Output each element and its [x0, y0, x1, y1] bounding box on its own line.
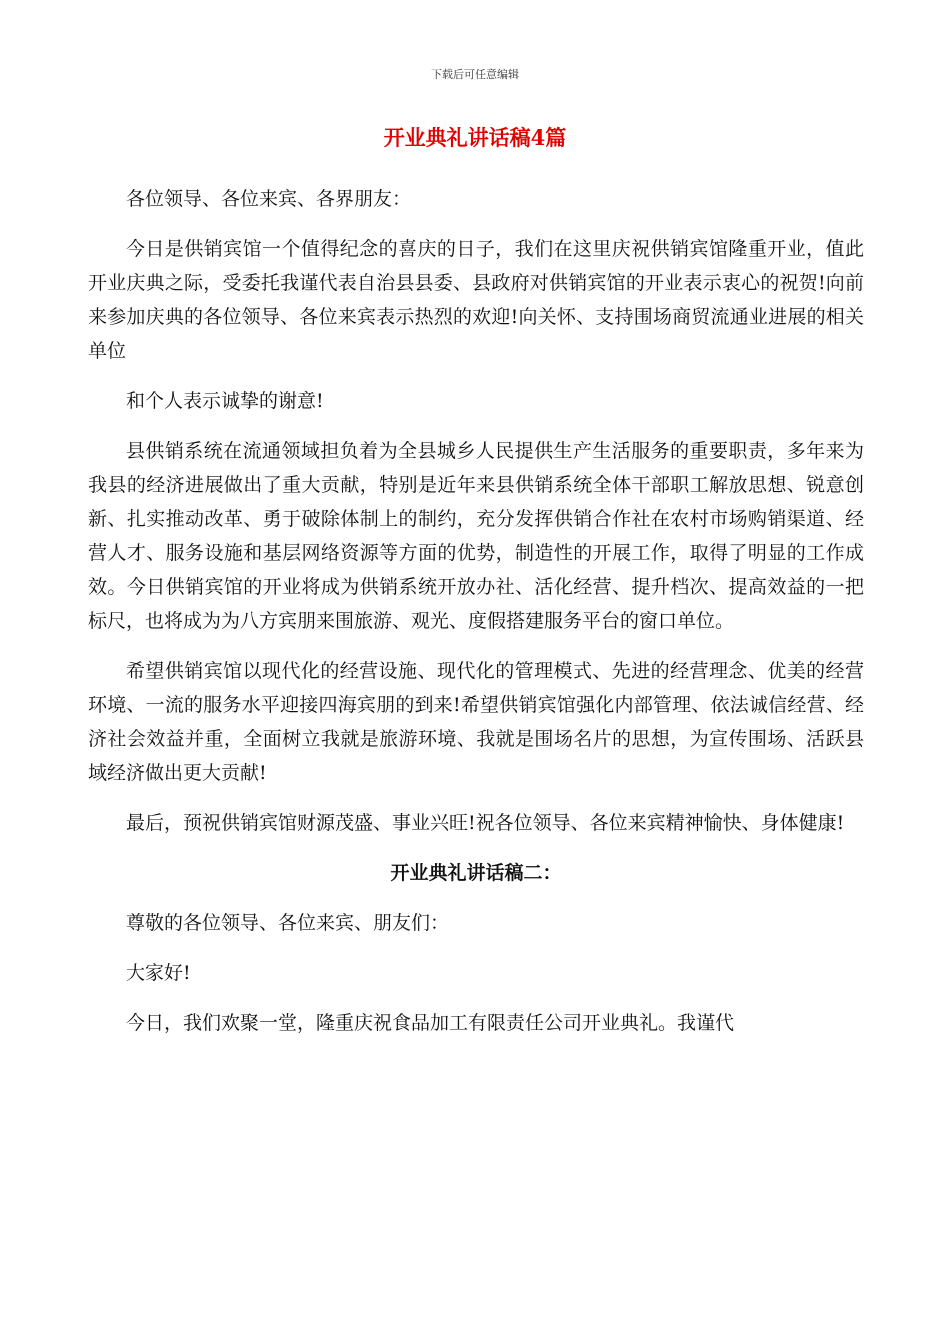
paragraph-hopes: 希望供销宾馆以现代化的经营设施、现代化的管理模式、先进的经营理念、优美的经营环境、一流的服务水平迎接四海宾朋的到来!希望供销宾馆强化内部管理、依法诚信经营、经济社会效益并重，全面树立我就是旅游环境、我就是围场名片的思想，为宣传围场、活跃县域经济做出更大贡献!: [88, 660, 864, 784]
paragraph-today: 今日，我们欢聚一堂，隆重庆祝食品加工有限责任公司开业典礼。我谨代: [126, 1012, 735, 1034]
paragraph-thanks: 和个人表示诚挚的谢意!: [126, 390, 324, 412]
paragraph-hello: 大家好!: [126, 962, 191, 984]
paragraph-supply-system: 县供销系统在流通领域担负着为全县城乡人民提供生产生活服务的重要职责，多年来为我县的经济进展做出了重大贡献，特别是近年来县供销系统全体干部职工解放思想、锐意创新、扎实推动改革、勇于破除体制上的制约，充分发挥供销合作社在农村市场购销渠道、经营人才、服务设施和基层网络资源等方面的优势，制造性的开展工作，取得了明显的工作成效。今日供销宾馆的开业将成为供销系统开放办社、活化经营、提升档次、提高效益的一把标尺，也将成为为八方宾朋来围旅游、观光、度假搭建服务平台的窗口单位。: [88, 440, 864, 632]
header-note: 下载后可任意编辑: [431, 68, 519, 81]
section-heading-2: 开业典礼讲话稿二：: [390, 862, 562, 884]
paragraph-greeting: 各位领导、各位来宾、各界朋友：: [126, 188, 412, 210]
paragraph-opening: 今日是供销宾馆一个值得纪念的喜庆的日子，我们在这里庆祝供销宾馆隆重开业，值此开业庆典之际，受委托我谨代表自治县县委、县政府对供销宾馆的开业表示衷心的祝贺!向前来参加庆典的各位领导、各位来宾表示热烈的欢迎!向关怀、支持围场商贸流通业进展的相关单位: [88, 238, 864, 362]
paragraph-greeting-2: 尊敬的各位领导、各位来宾、朋友们：: [126, 912, 450, 934]
document-title: 开业典礼讲话稿4篇: [383, 125, 567, 150]
paragraph-closing: 最后，预祝供销宾馆财源茂盛、事业兴旺!祝各位领导、各位来宾精神愉快、身体健康!: [126, 812, 845, 834]
document-body: [88, 182, 864, 1056]
